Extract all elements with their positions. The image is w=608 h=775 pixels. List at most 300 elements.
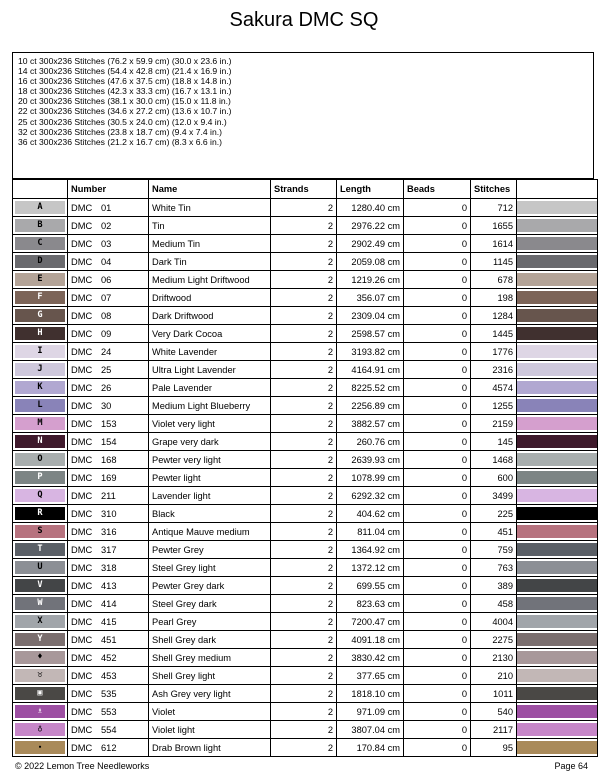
table-row	[13, 469, 598, 487]
length-value: 1372.12 cm	[337, 559, 404, 577]
beads-value: 0	[404, 199, 471, 217]
thread-code: 04	[101, 256, 112, 267]
thread-name: Pewter light	[149, 469, 271, 487]
beads-value: 0	[404, 595, 471, 613]
symbol-cell	[13, 433, 68, 451]
length-value: 170.84 cm	[337, 739, 404, 757]
color-swatch-cell	[517, 433, 598, 451]
stitches-value: 678	[471, 271, 517, 289]
beads-value: 0	[404, 235, 471, 253]
fabric-size-line: 25 ct 300x236 Stitches (30.5 x 24.0 cm) (12.0 x 9.4 in.)	[18, 116, 227, 127]
symbol-cell	[13, 235, 68, 253]
length-value: 2639.93 cm	[337, 451, 404, 469]
thread-code: 07	[101, 292, 112, 303]
thread-code: 154	[101, 436, 117, 447]
thread-number	[68, 667, 149, 685]
length-value: 404.62 cm	[337, 505, 404, 523]
strands-value: 2	[271, 685, 337, 703]
color-swatch-cell	[517, 253, 598, 271]
table-row	[13, 451, 598, 469]
color-swatch	[517, 345, 597, 358]
beads-value: 0	[404, 667, 471, 685]
beads-value: 0	[404, 487, 471, 505]
thread-number	[68, 289, 149, 307]
fabric-sizes-box	[12, 52, 594, 179]
symbol-cell	[13, 685, 68, 703]
color-swatch	[517, 561, 597, 574]
thread-number	[68, 541, 149, 559]
length-value: 2309.04 cm	[337, 307, 404, 325]
table-row	[13, 253, 598, 271]
symbol-key: Q	[15, 489, 65, 502]
thread-code: 451	[101, 634, 117, 645]
header-length: Length	[337, 180, 404, 199]
thread-number	[68, 235, 149, 253]
symbol-cell	[13, 397, 68, 415]
length-value: 356.07 cm	[337, 289, 404, 307]
beads-value: 0	[404, 289, 471, 307]
symbol-key: Y	[15, 633, 65, 646]
header-beads: Beads	[404, 180, 471, 199]
length-value: 811.04 cm	[337, 523, 404, 541]
color-swatch	[517, 327, 597, 340]
color-swatch-cell	[517, 649, 598, 667]
symbol-key: H	[15, 327, 65, 340]
thread-code: 414	[101, 598, 117, 609]
color-swatch-cell	[517, 487, 598, 505]
symbol-key: R	[15, 507, 65, 520]
thread-name: Medium Light Blueberry	[149, 397, 271, 415]
stitches-value: 1445	[471, 325, 517, 343]
thread-name: Dark Driftwood	[149, 307, 271, 325]
symbol-key: ♉	[15, 669, 65, 682]
color-swatch-cell	[517, 541, 598, 559]
table-row	[13, 325, 598, 343]
symbol-cell	[13, 541, 68, 559]
beads-value: 0	[404, 433, 471, 451]
color-swatch	[517, 507, 597, 520]
strands-value: 2	[271, 523, 337, 541]
color-swatch	[517, 219, 597, 232]
table-row	[13, 559, 598, 577]
stitches-value: 1255	[471, 397, 517, 415]
symbol-key: S	[15, 525, 65, 538]
symbol-key: B	[15, 219, 65, 232]
length-value: 2902.49 cm	[337, 235, 404, 253]
thread-brand: DMC	[71, 598, 93, 609]
beads-value: 0	[404, 703, 471, 721]
thread-code: 153	[101, 418, 117, 429]
stitches-value: 4574	[471, 379, 517, 397]
strands-value: 2	[271, 649, 337, 667]
stitches-value: 1284	[471, 307, 517, 325]
stitches-value: 2117	[471, 721, 517, 739]
length-value: 2598.57 cm	[337, 325, 404, 343]
symbol-cell	[13, 199, 68, 217]
thread-name: Shell Grey dark	[149, 631, 271, 649]
thread-number	[68, 595, 149, 613]
strands-value: 2	[271, 289, 337, 307]
thread-number	[68, 307, 149, 325]
thread-brand: DMC	[71, 382, 93, 393]
stitches-value: 225	[471, 505, 517, 523]
length-value: 6292.32 cm	[337, 487, 404, 505]
thread-name: Violet very light	[149, 415, 271, 433]
symbol-key: ♦	[15, 651, 65, 664]
strands-value: 2	[271, 559, 337, 577]
thread-brand: DMC	[71, 346, 93, 357]
table-row	[13, 379, 598, 397]
color-swatch	[517, 723, 597, 736]
thread-code: 553	[101, 706, 117, 717]
length-value: 2256.89 cm	[337, 397, 404, 415]
color-swatch	[517, 489, 597, 502]
thread-brand: DMC	[71, 526, 93, 537]
symbol-key: W	[15, 597, 65, 610]
thread-code: 415	[101, 616, 117, 627]
strands-value: 2	[271, 703, 337, 721]
symbol-cell	[13, 451, 68, 469]
header-symbol	[13, 180, 68, 199]
symbol-key: ⬝	[15, 741, 65, 754]
strands-value: 2	[271, 379, 337, 397]
length-value: 1364.92 cm	[337, 541, 404, 559]
table-row	[13, 289, 598, 307]
length-value: 4164.91 cm	[337, 361, 404, 379]
table-row	[13, 487, 598, 505]
symbol-cell	[13, 325, 68, 343]
symbol-key: L	[15, 399, 65, 412]
thread-code: 452	[101, 652, 117, 663]
fabric-size-line: 36 ct 300x236 Stitches (21.2 x 16.7 cm) (8.3 x 6.6 in.)	[18, 136, 222, 147]
beads-value: 0	[404, 217, 471, 235]
thread-brand: DMC	[71, 292, 93, 303]
color-swatch-cell	[517, 379, 598, 397]
beads-value: 0	[404, 397, 471, 415]
stitches-value: 712	[471, 199, 517, 217]
strands-value: 2	[271, 595, 337, 613]
beads-value: 0	[404, 451, 471, 469]
strands-value: 2	[271, 253, 337, 271]
thread-brand: DMC	[71, 724, 93, 735]
thread-code: 211	[101, 490, 116, 501]
table-row	[13, 505, 598, 523]
strands-value: 2	[271, 577, 337, 595]
length-value: 260.76 cm	[337, 433, 404, 451]
length-value: 1818.10 cm	[337, 685, 404, 703]
color-swatch-cell	[517, 451, 598, 469]
strands-value: 2	[271, 631, 337, 649]
strands-value: 2	[271, 397, 337, 415]
thread-code: 25	[101, 364, 112, 375]
beads-value: 0	[404, 343, 471, 361]
page-number: Page 64	[554, 761, 588, 771]
color-swatch	[517, 237, 597, 250]
thread-name: Dark Tin	[149, 253, 271, 271]
color-swatch	[517, 741, 597, 754]
table-row	[13, 631, 598, 649]
header-swatch	[517, 180, 598, 199]
strands-value: 2	[271, 739, 337, 757]
beads-value: 0	[404, 253, 471, 271]
thread-name: Lavender light	[149, 487, 271, 505]
color-swatch	[517, 363, 597, 376]
length-value: 3830.42 cm	[337, 649, 404, 667]
thread-code: 02	[101, 220, 112, 231]
thread-brand: DMC	[71, 310, 93, 321]
table-row	[13, 397, 598, 415]
thread-number	[68, 325, 149, 343]
stitches-value: 198	[471, 289, 517, 307]
length-value: 971.09 cm	[337, 703, 404, 721]
thread-table	[12, 179, 598, 757]
symbol-key: ♗	[15, 705, 65, 718]
table-row	[13, 523, 598, 541]
symbol-key: T	[15, 543, 65, 556]
thread-brand: DMC	[71, 472, 93, 483]
color-swatch-cell	[517, 559, 598, 577]
thread-name: Shell Grey medium	[149, 649, 271, 667]
beads-value: 0	[404, 307, 471, 325]
length-value: 1280.40 cm	[337, 199, 404, 217]
stitches-value: 1776	[471, 343, 517, 361]
page-title: Sakura DMC SQ	[229, 9, 379, 31]
thread-name: Grape very dark	[149, 433, 271, 451]
table-row	[13, 739, 598, 757]
thread-code: 318	[101, 562, 117, 573]
beads-value: 0	[404, 361, 471, 379]
color-swatch-cell	[517, 415, 598, 433]
header-stitches: Stitches	[471, 180, 517, 199]
fabric-size-line: 16 ct 300x236 Stitches (47.6 x 37.5 cm) (18.8 x 14.8 in.)	[18, 76, 232, 87]
symbol-cell	[13, 649, 68, 667]
stitches-value: 1468	[471, 451, 517, 469]
thread-name: Shell Grey light	[149, 667, 271, 685]
thread-name: Pearl Grey	[149, 613, 271, 631]
symbol-cell	[13, 217, 68, 235]
thread-number	[68, 415, 149, 433]
thread-name: Pewter very light	[149, 451, 271, 469]
table-row	[13, 649, 598, 667]
thread-code: 03	[101, 238, 112, 249]
thread-name: Medium Tin	[149, 235, 271, 253]
thread-brand: DMC	[71, 706, 93, 717]
thread-brand: DMC	[71, 742, 93, 753]
thread-code: 24	[101, 346, 112, 357]
strands-value: 2	[271, 343, 337, 361]
symbol-cell	[13, 721, 68, 739]
symbol-key: J	[15, 363, 65, 376]
color-swatch	[517, 525, 597, 538]
thread-code: 413	[101, 580, 117, 591]
length-value: 3807.04 cm	[337, 721, 404, 739]
strands-value: 2	[271, 667, 337, 685]
stitches-value: 1655	[471, 217, 517, 235]
thread-code: 612	[101, 742, 117, 753]
thread-number	[68, 577, 149, 595]
stitches-value: 2159	[471, 415, 517, 433]
strands-value: 2	[271, 505, 337, 523]
thread-code: 09	[101, 328, 112, 339]
color-swatch	[517, 201, 597, 214]
length-value: 1078.99 cm	[337, 469, 404, 487]
length-value: 1219.26 cm	[337, 271, 404, 289]
symbol-cell	[13, 361, 68, 379]
length-value: 699.55 cm	[337, 577, 404, 595]
table-row	[13, 199, 598, 217]
length-value: 3193.82 cm	[337, 343, 404, 361]
symbol-key: X	[15, 615, 65, 628]
thread-brand: DMC	[71, 688, 93, 699]
thread-name: Violet	[149, 703, 271, 721]
thread-name: Violet light	[149, 721, 271, 739]
thread-code: 453	[101, 670, 117, 681]
strands-value: 2	[271, 361, 337, 379]
strands-value: 2	[271, 469, 337, 487]
thread-brand: DMC	[71, 634, 93, 645]
table-row	[13, 577, 598, 595]
symbol-cell	[13, 505, 68, 523]
thread-brand: DMC	[71, 220, 93, 231]
thread-number	[68, 361, 149, 379]
header-number: Number	[68, 180, 149, 199]
color-swatch	[517, 579, 597, 592]
color-swatch	[517, 255, 597, 268]
color-swatch	[517, 309, 597, 322]
strands-value: 2	[271, 415, 337, 433]
symbol-cell	[13, 415, 68, 433]
stitches-value: 3499	[471, 487, 517, 505]
thread-name: White Lavender	[149, 343, 271, 361]
stitches-value: 759	[471, 541, 517, 559]
fabric-size-line: 10 ct 300x236 Stitches (76.2 x 59.9 cm) (30.0 x 23.6 in.)	[18, 56, 232, 66]
stitches-value: 763	[471, 559, 517, 577]
thread-code: 30	[101, 400, 112, 411]
table-row	[13, 667, 598, 685]
symbol-key: ♁	[15, 723, 65, 736]
symbol-key: O	[15, 453, 65, 466]
table-row	[13, 307, 598, 325]
thread-number	[68, 487, 149, 505]
table-row	[13, 415, 598, 433]
thread-brand: DMC	[71, 652, 93, 663]
thread-brand: DMC	[71, 328, 93, 339]
color-swatch-cell	[517, 217, 598, 235]
stitches-value: 1145	[471, 253, 517, 271]
symbol-key: M	[15, 417, 65, 430]
color-swatch	[517, 669, 597, 682]
stitches-value: 451	[471, 523, 517, 541]
thread-brand: DMC	[71, 508, 93, 519]
thread-number	[68, 721, 149, 739]
thread-code: 08	[101, 310, 112, 321]
thread-brand: DMC	[71, 544, 93, 555]
stitches-value: 1011	[471, 685, 517, 703]
beads-value: 0	[404, 577, 471, 595]
stitches-value: 145	[471, 433, 517, 451]
thread-number	[68, 649, 149, 667]
thread-name: Pale Lavender	[149, 379, 271, 397]
table-row	[13, 343, 598, 361]
thread-brand: DMC	[71, 436, 93, 447]
color-swatch-cell	[517, 739, 598, 757]
symbol-cell	[13, 379, 68, 397]
stitches-value: 210	[471, 667, 517, 685]
color-swatch-cell	[517, 235, 598, 253]
thread-code: 01	[101, 202, 112, 213]
symbol-cell	[13, 343, 68, 361]
stitches-value: 540	[471, 703, 517, 721]
color-swatch	[517, 381, 597, 394]
stitches-value: 1614	[471, 235, 517, 253]
beads-value: 0	[404, 379, 471, 397]
symbol-cell	[13, 595, 68, 613]
color-swatch-cell	[517, 271, 598, 289]
color-swatch	[517, 651, 597, 664]
color-swatch	[517, 417, 597, 430]
thread-brand: DMC	[71, 274, 93, 285]
strands-value: 2	[271, 613, 337, 631]
thread-code: 169	[101, 472, 117, 483]
stitches-value: 2316	[471, 361, 517, 379]
fabric-size-line: 18 ct 300x236 Stitches (42.3 x 33.3 cm) (16.7 x 13.1 in.)	[18, 86, 232, 97]
color-swatch-cell	[517, 343, 598, 361]
thread-name: Drab Brown light	[149, 739, 271, 757]
color-swatch	[517, 633, 597, 646]
table-row	[13, 217, 598, 235]
thread-name: Driftwood	[149, 289, 271, 307]
thread-code: 317	[101, 544, 117, 555]
color-swatch-cell	[517, 595, 598, 613]
beads-value: 0	[404, 523, 471, 541]
symbol-cell	[13, 487, 68, 505]
color-swatch-cell	[517, 325, 598, 343]
beads-value: 0	[404, 559, 471, 577]
beads-value: 0	[404, 649, 471, 667]
color-swatch-cell	[517, 613, 598, 631]
thread-name: Pewter Grey dark	[149, 577, 271, 595]
color-swatch	[517, 687, 597, 700]
thread-brand: DMC	[71, 364, 93, 375]
thread-name: Ash Grey very light	[149, 685, 271, 703]
color-swatch-cell	[517, 523, 598, 541]
thread-number	[68, 451, 149, 469]
thread-brand: DMC	[71, 490, 93, 501]
thread-name: Pewter Grey	[149, 541, 271, 559]
thread-code: 554	[101, 724, 117, 735]
strands-value: 2	[271, 235, 337, 253]
symbol-key: I	[15, 345, 65, 358]
color-swatch-cell	[517, 631, 598, 649]
thread-code: 06	[101, 274, 112, 285]
table-row	[13, 613, 598, 631]
length-value: 377.65 cm	[337, 667, 404, 685]
thread-number	[68, 631, 149, 649]
thread-code: 316	[101, 526, 117, 537]
thread-brand: DMC	[71, 256, 93, 267]
symbol-cell	[13, 703, 68, 721]
beads-value: 0	[404, 415, 471, 433]
symbol-cell	[13, 253, 68, 271]
color-swatch	[517, 291, 597, 304]
table-header-row	[13, 180, 598, 199]
thread-number	[68, 523, 149, 541]
strands-value: 2	[271, 325, 337, 343]
beads-value: 0	[404, 739, 471, 757]
stitches-value: 458	[471, 595, 517, 613]
beads-value: 0	[404, 505, 471, 523]
color-swatch-cell	[517, 667, 598, 685]
